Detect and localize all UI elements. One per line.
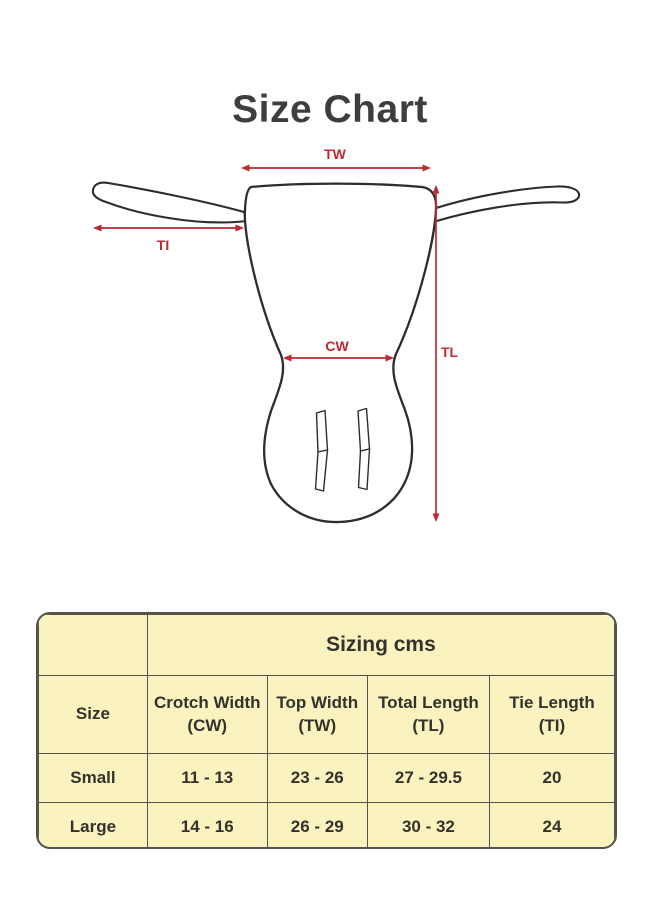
- buttonhole-right: [358, 409, 370, 490]
- col-header-top-width: Top Width (TW): [267, 676, 367, 754]
- col-header-tie-length: Tie Length (TI): [489, 676, 614, 754]
- sizing-table-grid: [38, 614, 615, 849]
- tw-label: TW: [324, 146, 346, 162]
- table-group-header-row: [39, 615, 615, 676]
- cell-small-size: Small: [39, 754, 148, 803]
- page-title: Size Chart: [232, 88, 428, 132]
- cell-large-crotch-width: 14 - 16: [147, 803, 267, 850]
- table-row-large: [39, 803, 615, 850]
- right-tie: [430, 186, 579, 222]
- cw-label: CW: [325, 338, 349, 354]
- cell-large-top-width: 26 - 29: [267, 803, 367, 850]
- table-corner-cell: [39, 615, 148, 676]
- cell-large-total-length: 30 - 32: [367, 803, 489, 850]
- cell-small-tie-length: 20: [489, 754, 614, 803]
- cell-small-crotch-width: 11 - 13: [147, 754, 267, 803]
- cell-large-size: Large: [39, 803, 148, 850]
- col-header-size: Size: [39, 676, 148, 754]
- col-header-crotch-width: Crotch Width (CW): [147, 676, 267, 754]
- cell-large-tie-length: 24: [489, 803, 614, 850]
- ti-arrowhead-left: [93, 225, 102, 232]
- tw-arrowhead-left: [241, 165, 250, 172]
- table-column-header-row: [39, 676, 615, 754]
- cell-small-total-length: 27 - 29.5: [367, 754, 489, 803]
- tl-arrowhead-bottom: [433, 514, 440, 523]
- tw-arrowhead-right: [423, 165, 432, 172]
- cell-small-top-width: 23 - 26: [267, 754, 367, 803]
- tl-label: TL: [441, 344, 459, 360]
- ti-arrowhead-right: [236, 225, 245, 232]
- table-group-header: Sizing cms: [147, 615, 614, 676]
- sizing-table: [36, 612, 617, 849]
- col-header-total-length: Total Length (TL): [367, 676, 489, 754]
- left-tie: [93, 183, 247, 223]
- ti-label: TI: [156, 237, 170, 253]
- table-row-small: [39, 754, 615, 803]
- tl-arrowhead-top: [433, 185, 440, 194]
